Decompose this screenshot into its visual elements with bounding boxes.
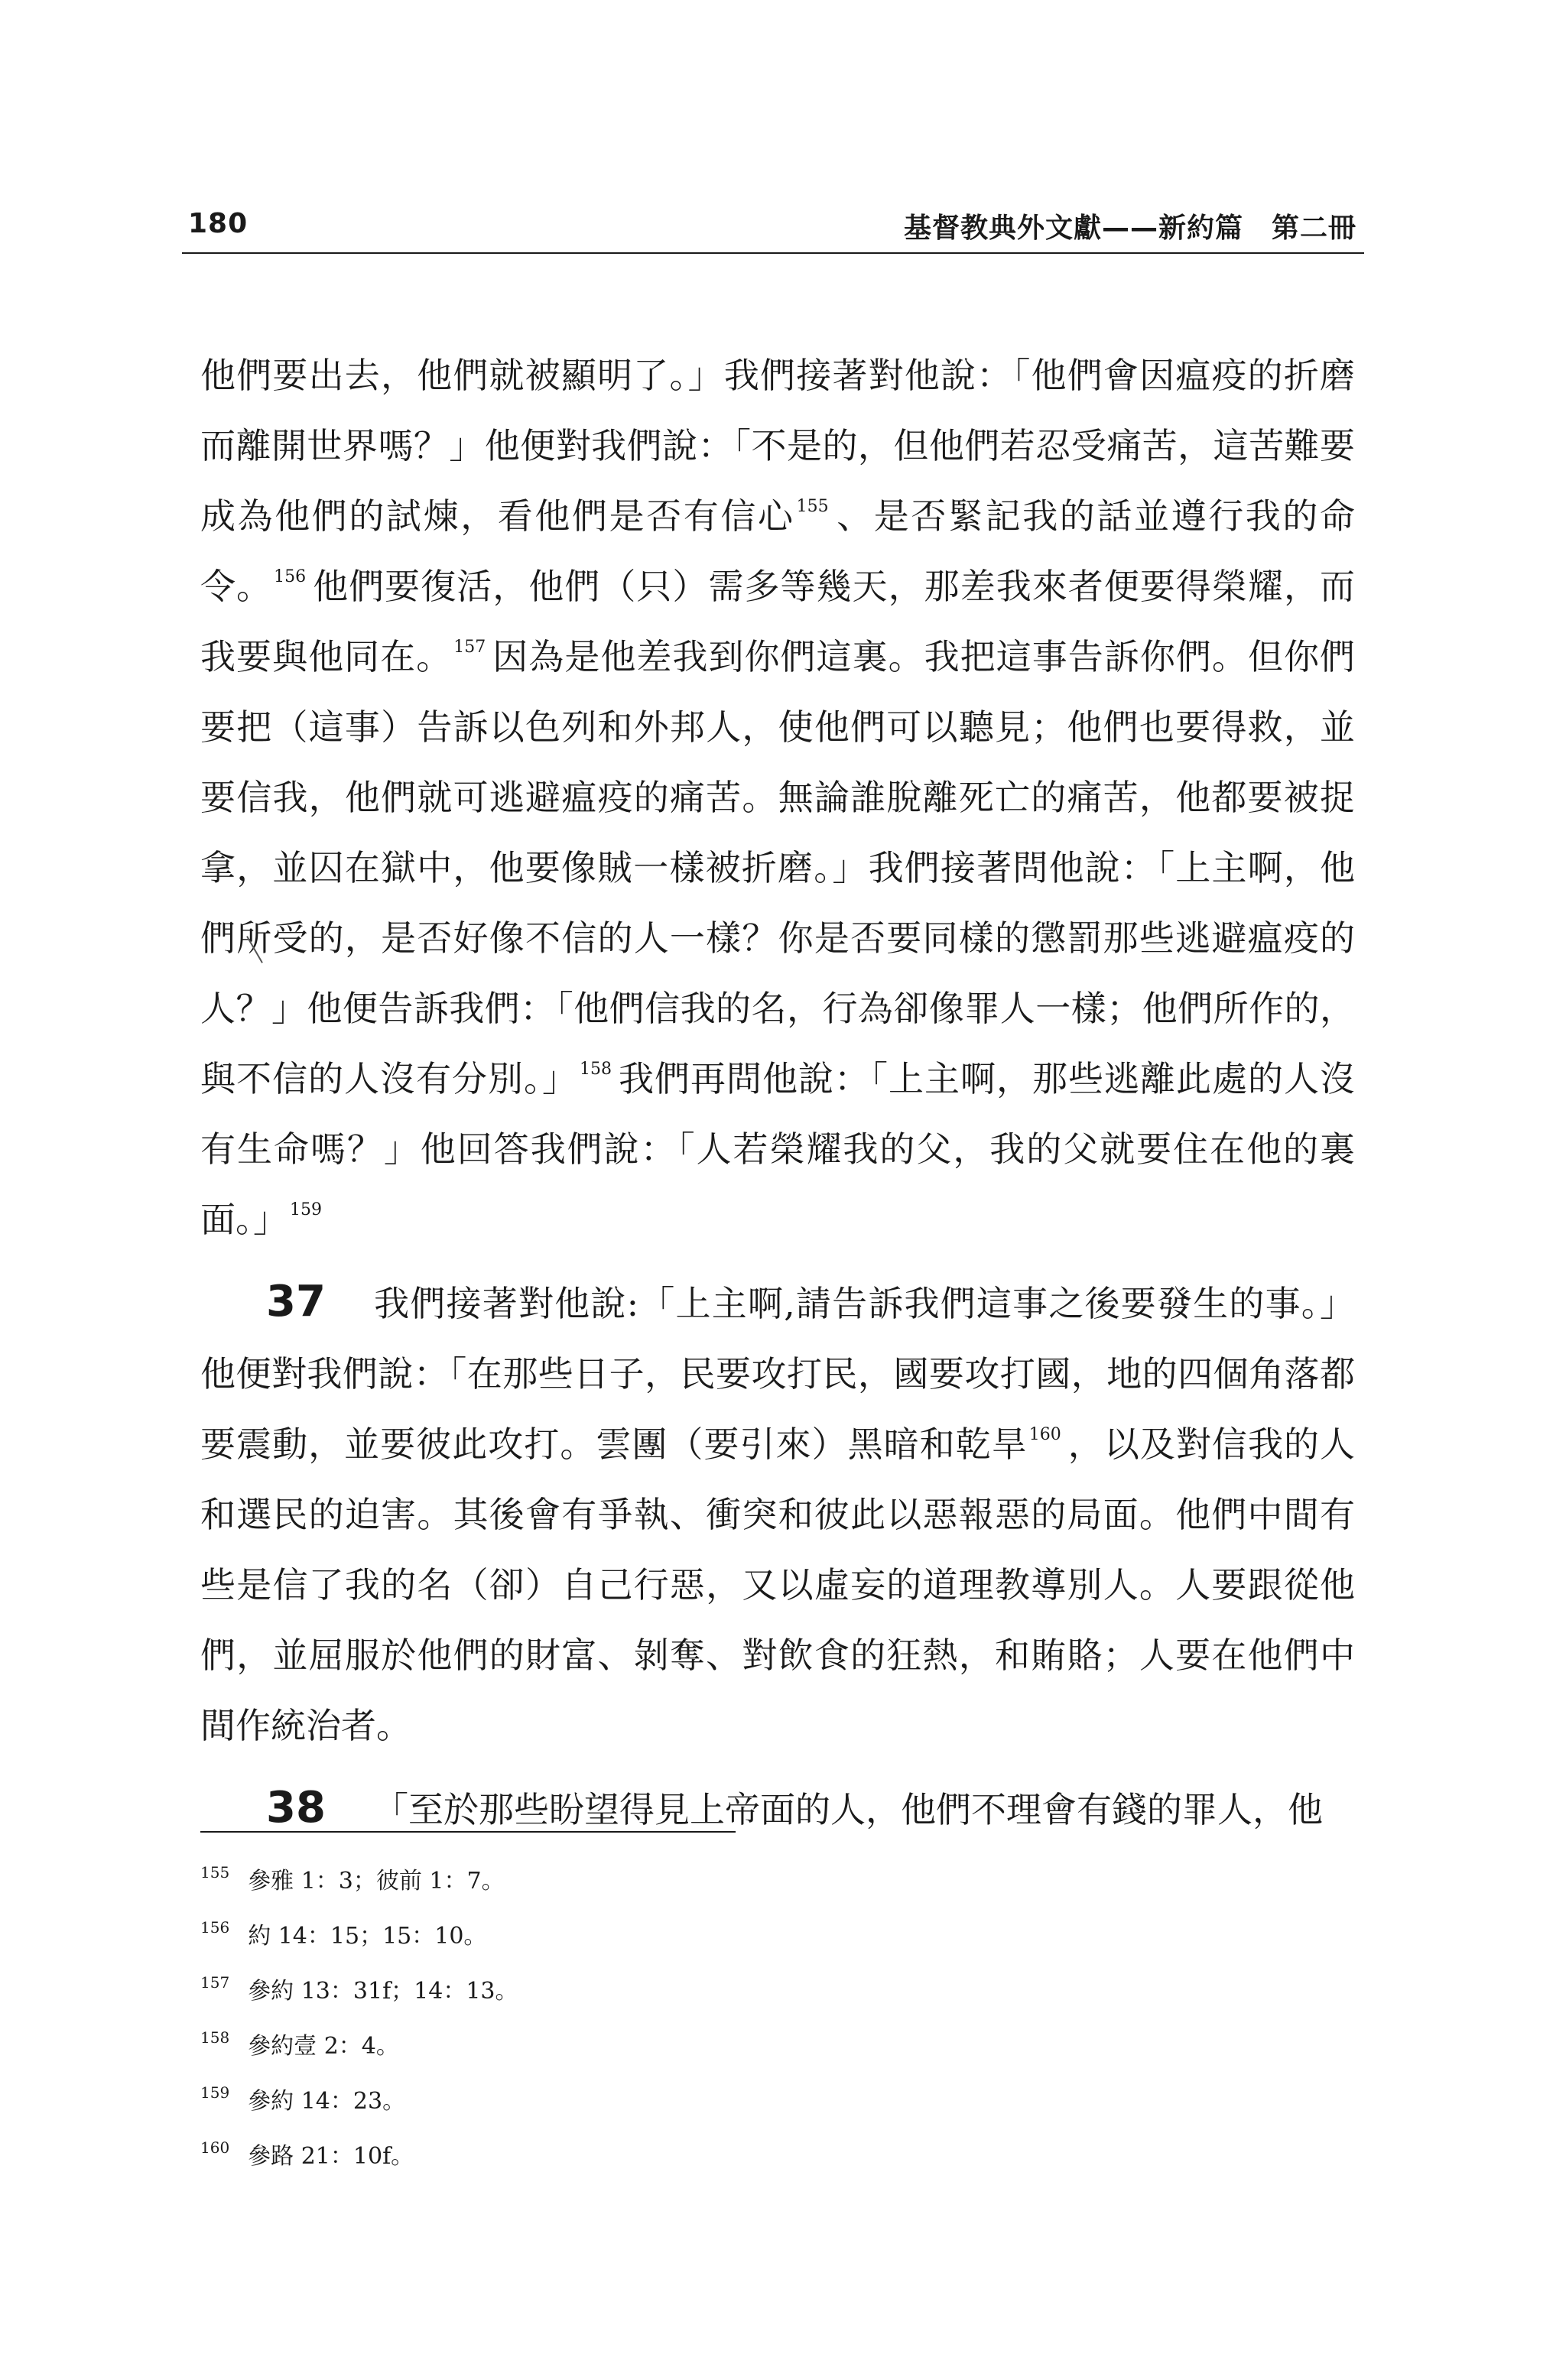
footnotes [200,1854,1118,2184]
footnote [200,2074,1118,2129]
main-text [200,340,1355,1845]
text-segment: 因為是他差我到你們這裏。我把這事告訴你們。但你們要把（這事）告訴以色列和外邦人，使他們可以聽見；他們也要得救，並要信我，他們就可逃避瘟疫的痛苦。無論誰脫離死亡的痛苦，他都要被捉拿，並囚在獄中，他要像賊一樣被折磨。」我們接著問他說：「上主啊，他們所受的，是否好像不信的人一樣？你是否要同樣的懲罰那些逃避瘟疫的人？」他便告訴我們：「他們信我的名，行為卻像罪人一樣；他們所作的，與不信的人沒有分別。」 [200,636,1356,1099]
footnote-number: 158 [200,2028,230,2047]
footnote-ref-157[interactable]: 157 [453,638,486,657]
section-number-37: 37 [266,1277,326,1326]
text-segment: ，以及對信我的人和選民的迫害。其後會有爭執、衝突和彼此以惡報惡的局面。他們中間有些是信了我的名（卻）自己行惡，又以虛妄的道理教導別人。人要跟從他們，並屈服於他們的財富、剝奪、對飲食的狂熱，和賄賂；人要在他們中間作統治者。 [200,1424,1356,1746]
footnote-number: 160 [200,2138,230,2157]
footnote-number: 155 [200,1863,230,1882]
footnote-ref-156[interactable]: 156 [274,567,307,586]
footnote-text: 參約壹 2：4。 [248,2033,399,2060]
text-segment: 他們要復活，他們（只）需多等幾天，那差我來者便要得榮耀，而我要與他同在。 [200,566,1356,677]
paragraph-continued [200,340,1355,1255]
text-segment: 他們要出去，他們就被顯明了。」我們接著對他說：「他們會因瘟疫的折磨而離開世界嗎？」他便對我們說：「不是的，但他們若忍受痛苦，這苦難要成為他們的試煉，看他們是否有信心 [200,355,1355,537]
page-header [182,206,1364,254]
header-rule [182,252,1364,254]
footnote-ref-160[interactable]: 160 [1028,1425,1061,1444]
footnote [200,2129,1118,2184]
footnote-text: 參約 14：23。 [248,2088,406,2115]
text-segment: 我們再問他說：「上主啊，那些逃離此處的人沒有生命嗎？」他回答我們說：「人若榮耀我的父，我的父就要住在他的裏面。」 [200,1058,1355,1240]
footnote-text: 參雅 1：3；彼前 1：7。 [248,1868,505,1895]
footnote-rule [200,1831,736,1833]
footnote-ref-159[interactable]: 159 [290,1200,322,1219]
footnote [200,1854,1118,1909]
text-segment: 我們接著對他說:「上主啊,請告訴我們這事之後要發生的事。」他便對我們說：「在那些日子，民要攻打民，國要攻打國，地的四個角落都要震動，並要彼此攻打。雲團（要引來）黑暗和乾旱 [200,1283,1355,1465]
footnote [200,2019,1118,2074]
footnote-number: 157 [200,1973,230,1992]
footnote-ref-155[interactable]: 155 [796,497,829,516]
footnote-text: 約 14：15；15：10。 [248,1923,487,1950]
text-segment: 「至於那些盼望得見上帝面的人，他們不理會有錢的罪人，他 [372,1789,1323,1830]
footnote-number: 156 [200,1918,230,1937]
page-number: 180 [188,208,249,239]
footnote-number: 159 [200,2083,230,2102]
section-number-38: 38 [266,1783,326,1833]
paragraph-37 [200,1267,1355,1761]
footnote-ref-158[interactable]: 158 [580,1060,612,1079]
footnote-text: 參約 13：31f；14：13。 [248,1978,518,2005]
footnote [200,1964,1118,2019]
footnote-text: 參路 21：10f。 [248,2143,414,2170]
paragraph-38 [200,1773,1355,1845]
text-segment: 、是否緊記我的話並遵行我的命令。 [200,495,1356,607]
running-title: 基督教典外文獻——新約篇 第二冊 [903,213,1356,244]
footnote [200,1909,1118,1964]
